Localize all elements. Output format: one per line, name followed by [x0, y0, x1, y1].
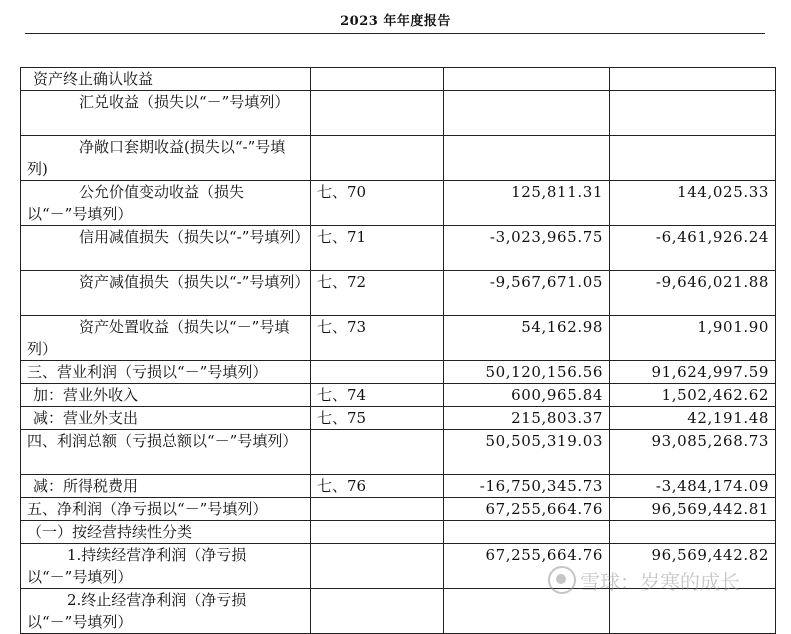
table-row — [21, 316, 776, 361]
row-previous-amount: 93,085,268.73 — [610, 430, 776, 475]
row-current-amount — [444, 521, 610, 544]
row-previous-amount: 91,624,997.59 — [610, 361, 776, 384]
table-row — [21, 136, 776, 181]
row-previous-amount: -9,646,021.88 — [610, 271, 776, 316]
row-item-label: 减：营业外支出 — [21, 407, 311, 430]
row-current-amount: -16,750,345.73 — [444, 475, 610, 498]
row-current-amount — [444, 589, 610, 634]
table-row — [21, 430, 776, 475]
table-row — [21, 384, 776, 407]
row-note-ref — [311, 361, 444, 384]
row-item-label: 四、利润总额（亏损总额以“－”号填列） — [21, 430, 311, 475]
row-current-amount — [444, 136, 610, 181]
row-current-amount: 67,255,664.76 — [444, 544, 610, 589]
row-note-ref — [311, 521, 444, 544]
row-previous-amount — [610, 521, 776, 544]
row-current-amount: 50,120,156.56 — [444, 361, 610, 384]
row-current-amount: 50,505,319.03 — [444, 430, 610, 475]
row-note-ref — [311, 430, 444, 475]
table-row — [21, 226, 776, 271]
row-current-amount: -9,567,671.05 — [444, 271, 610, 316]
row-note-ref: 七、76 — [311, 475, 444, 498]
table-row — [21, 407, 776, 430]
row-item-label: 三、营业利润（亏损以“－”号填列） — [21, 361, 311, 384]
row-previous-amount: -3,484,174.09 — [610, 475, 776, 498]
row-note-ref: 七、74 — [311, 384, 444, 407]
watermark-text: 雪球：岁寒的成长 — [580, 570, 740, 594]
row-current-amount: 600,965.84 — [444, 384, 610, 407]
row-item-label: 净敞口套期收益(损失以“-”号填列) — [21, 136, 311, 181]
row-item-label: 资产终止确认收益 — [21, 68, 311, 91]
header-divider — [25, 33, 765, 34]
row-previous-amount — [610, 68, 776, 91]
row-item-label: 2.终止经营净利润（净亏损以“－”号填列） — [21, 589, 311, 634]
table-row — [21, 521, 776, 544]
row-item-label: 加：营业外收入 — [21, 384, 311, 407]
income-statement-table — [20, 67, 776, 634]
row-previous-amount: 42,191.48 — [610, 407, 776, 430]
row-note-ref — [311, 498, 444, 521]
row-item-label: 信用减值损失（损失以“-”号填列） — [21, 226, 311, 271]
row-current-amount: 125,811.31 — [444, 181, 610, 226]
table-row — [21, 498, 776, 521]
row-item-label: 五、净利润（净亏损以“－”号填列） — [21, 498, 311, 521]
table-row — [21, 271, 776, 316]
row-previous-amount: -6,461,926.24 — [610, 226, 776, 271]
row-previous-amount — [610, 136, 776, 181]
row-current-amount — [444, 91, 610, 136]
row-item-label: 1.持续经营净利润（净亏损以“－”号填列） — [21, 544, 311, 589]
row-previous-amount: 96,569,442.82 — [610, 544, 776, 589]
income-statement-body — [21, 68, 776, 634]
row-item-label: （一）按经营持续性分类 — [21, 521, 311, 544]
row-current-amount: 215,803.37 — [444, 407, 610, 430]
table-row — [21, 68, 776, 91]
row-previous-amount: 1,901.90 — [610, 316, 776, 361]
row-note-ref: 七、70 — [311, 181, 444, 226]
row-item-label: 资产减值损失（损失以“-”号填列） — [21, 271, 311, 316]
row-current-amount: 67,255,664.76 — [444, 498, 610, 521]
row-note-ref: 七、73 — [311, 316, 444, 361]
row-current-amount: -3,023,965.75 — [444, 226, 610, 271]
table-row — [21, 475, 776, 498]
row-note-ref — [311, 136, 444, 181]
row-item-label: 资产处置收益（损失以“－”号填列） — [21, 316, 311, 361]
row-previous-amount — [610, 91, 776, 136]
row-note-ref: 七、75 — [311, 407, 444, 430]
table-row — [21, 181, 776, 226]
row-previous-amount: 1,502,462.62 — [610, 384, 776, 407]
row-note-ref — [311, 589, 444, 634]
row-item-label: 减：所得税费用 — [21, 475, 311, 498]
report-header-title: 2023 年年度报告 — [340, 14, 451, 29]
row-previous-amount: 96,569,442.81 — [610, 498, 776, 521]
row-item-label: 汇兑收益（损失以“－”号填列） — [21, 91, 311, 136]
row-item-label: 公允价值变动收益（损失以“－”号填列） — [21, 181, 311, 226]
table-row — [21, 91, 776, 136]
row-note-ref: 七、71 — [311, 226, 444, 271]
row-note-ref — [311, 68, 444, 91]
row-current-amount — [444, 68, 610, 91]
row-note-ref — [311, 91, 444, 136]
row-note-ref — [311, 544, 444, 589]
watermark — [548, 566, 740, 595]
row-previous-amount — [610, 589, 776, 634]
row-previous-amount: 144,025.33 — [610, 181, 776, 226]
row-note-ref: 七、72 — [311, 271, 444, 316]
snowball-logo-icon — [548, 566, 576, 594]
row-current-amount: 54,162.98 — [444, 316, 610, 361]
table-row — [21, 589, 776, 634]
table-row — [21, 361, 776, 384]
